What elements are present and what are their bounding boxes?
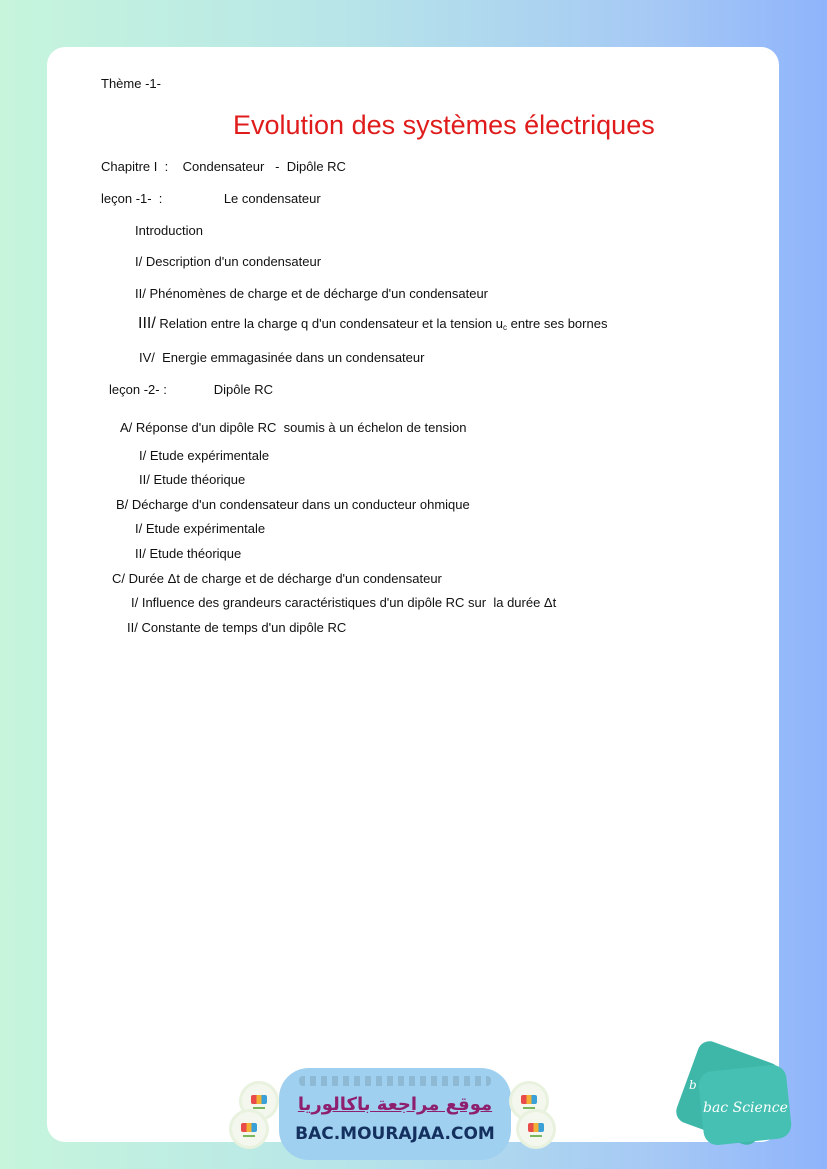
lesson-2-heading: leçon -2- : Dipôle RC	[109, 382, 273, 397]
lesson-1-item: Introduction	[135, 223, 203, 238]
watermark-banner[interactable]	[279, 1068, 511, 1160]
section-a-item: II/ Etude théorique	[139, 472, 246, 487]
badge-icon	[519, 1112, 553, 1146]
chapter-heading: Chapitre I : Condensateur - Dipôle RC	[101, 159, 346, 174]
section-b-item: II/ Etude théorique	[135, 546, 242, 561]
lesson-1-item	[138, 316, 607, 336]
logo-text: bac Science	[703, 1100, 788, 1116]
bac-science-logo	[683, 1050, 803, 1150]
section-b-heading: B/ Décharge d'un condensateur dans un conducteur ohmique	[116, 497, 470, 512]
document-title: Evolution des systèmes électriques	[233, 110, 655, 140]
lesson-1-item: II/ Phénomènes de charge et de décharge d'un condensateur	[135, 286, 489, 301]
badge-icon	[232, 1112, 266, 1146]
section-c-item: II/ Constante de temps d'un dipôle RC	[127, 620, 347, 635]
lesson-1-heading: leçon -1- : Le condensateur	[101, 191, 321, 206]
roman-numeral: III/	[138, 315, 156, 332]
document-page	[47, 47, 779, 1142]
section-b-item: I/ Etude expérimentale	[135, 521, 266, 536]
lesson-1-item: IV/ Energie emmagasinée dans un condensateur	[139, 350, 425, 365]
logo-letter: b	[689, 1078, 697, 1092]
watermark-site[interactable]: BAC.MOURAJAA.COM	[295, 1124, 495, 1144]
faded-text-line	[299, 1076, 491, 1086]
section-c-heading: C/ Durée Δt de charge et de décharge d'un condensateur	[112, 571, 442, 586]
watermark-arabic: موقع مراجعة باكالوريا	[297, 1094, 493, 1115]
item-tail: entre ses bornes	[507, 316, 608, 331]
section-c-item: I/ Influence des grandeurs caractéristiques d'un dipôle RC sur la durée Δt	[131, 595, 557, 610]
item-text: Relation entre la charge q d'un condensateur et la tension u	[155, 316, 503, 331]
theme-label: Thème -1-	[101, 76, 161, 91]
lesson-1-item: I/ Description d'un condensateur	[135, 254, 322, 269]
section-a-item: I/ Etude expérimentale	[139, 448, 270, 463]
subscript: c	[503, 323, 507, 332]
section-a-heading: A/ Réponse d'un dipôle RC soumis à un échelon de tension	[120, 420, 467, 435]
